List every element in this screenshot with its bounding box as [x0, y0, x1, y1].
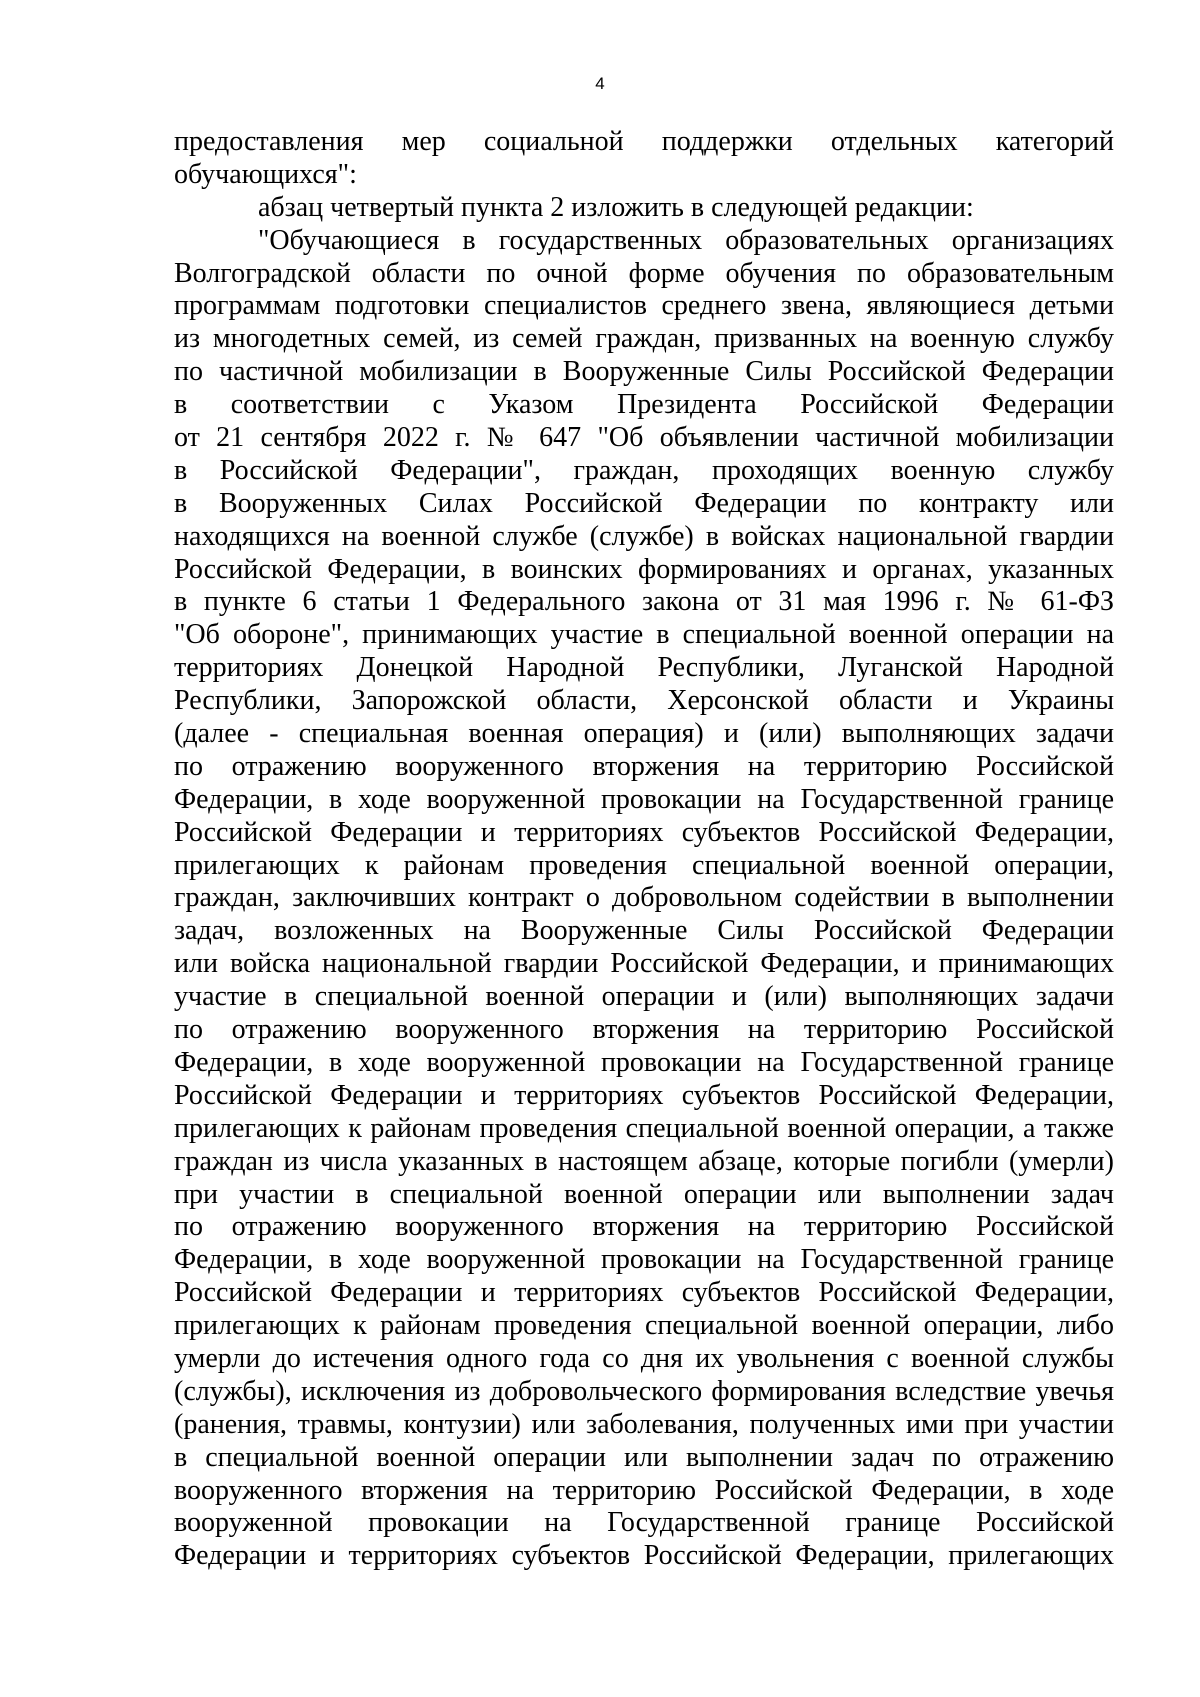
text-line: граждан из числа указанных в настоящем абзаце, которые погибли (умерли) — [174, 1145, 1114, 1177]
text-line: обучающихся": — [174, 158, 357, 190]
text-line: Российской Федерации и территориях субъектов Российской Федерации, — [174, 1079, 1114, 1111]
text-line: Российской Федерации, в воинских формированиях и органах, указанных — [174, 553, 1114, 585]
page-number: 4 — [595, 74, 605, 93]
text-line: граждан, заключивших контракт о добровольном содействии в выполнении — [174, 882, 1114, 914]
text-line: или войска национальной гвардии Российской Федерации, и принимающих — [174, 948, 1114, 980]
text-line: в пункте 6 статьи 1 Федерального закона от 31 мая 1996 г. № 61-ФЗ — [174, 586, 1114, 618]
text-line: от 21 сентября 2022 г. № 647 "Об объявлении частичной мобилизации — [174, 422, 1114, 454]
text-line: "Обучающиеся в государственных образовательных организациях — [258, 224, 1114, 256]
text-line: участие в специальной военной операции и (или) выполняющих задачи — [174, 981, 1114, 1013]
text-line: прилегающих к районам проведения специальной военной операции, а также — [174, 1112, 1114, 1144]
text-line: по отражению вооруженного вторжения на территорию Российской — [174, 1014, 1114, 1046]
text-line: в специальной военной операции или выполнении задач по отражению — [174, 1441, 1114, 1473]
text-line: вооруженного вторжения на территорию Российской Федерации, в ходе — [174, 1474, 1114, 1506]
text-line: задач, возложенных на Вооруженные Силы Российской Федерации — [174, 915, 1114, 947]
text-line: по частичной мобилизации в Вооруженные Силы Российской Федерации — [174, 356, 1114, 388]
text-line: умерли до истечения одного года со дня их увольнения с военной службы — [174, 1342, 1114, 1374]
text-line: (службы), исключения из добровольческого формирования вследствие увечья — [174, 1375, 1114, 1407]
text-line: в Российской Федерации", граждан, проходящих военную службу — [174, 454, 1114, 486]
text-line: абзац четвертый пункта 2 изложить в следующей редакции: — [258, 191, 974, 223]
text-line: Федерации, в ходе вооруженной провокации на Государственной границе — [174, 1046, 1114, 1078]
text-line: Волгоградской области по очной форме обучения по образовательным — [174, 257, 1114, 289]
text-line: из многодетных семей, из семей граждан, призванных на военную службу — [174, 323, 1114, 355]
text-line: "Об обороне", принимающих участие в специальной военной операции на — [174, 619, 1114, 651]
text-line: по отражению вооруженного вторжения на территорию Российской — [174, 750, 1114, 782]
text-line: прилегающих к районам проведения специальной военной операции, — [174, 849, 1114, 881]
text-line: находящихся на военной службе (службе) в войсках национальной гвардии — [174, 520, 1114, 552]
text-line: (далее - специальная военная операция) и (или) выполняющих задачи — [174, 718, 1114, 750]
text-line: предоставления мер социальной поддержки отдельных категорий — [174, 126, 1114, 157]
text-line: вооруженной провокации на Государственной границе Российской — [174, 1507, 1114, 1539]
text-line: Российской Федерации и территориях субъектов Российской Федерации, — [174, 1277, 1114, 1309]
text-line: в соответствии с Указом Президента Российской Федерации — [174, 389, 1114, 421]
text-line: по отражению вооруженного вторжения на территорию Российской — [174, 1211, 1114, 1243]
text-line: Российской Федерации и территориях субъектов Российской Федерации, — [174, 816, 1114, 848]
text-line: Федерации и территориях субъектов Российской Федерации, прилегающих — [174, 1540, 1114, 1572]
text-line: при участии в специальной военной операции или выполнении задач — [174, 1178, 1114, 1210]
text-line: Республики, Запорожской области, Херсонской области и Украины — [174, 685, 1114, 717]
text-line: территориях Донецкой Народной Республики, Луганской Народной — [174, 652, 1114, 684]
document-body — [174, 126, 1114, 1573]
text-line: (ранения, травмы, контузии) или заболевания, полученных ими при участии — [174, 1408, 1114, 1440]
text-line: Федерации, в ходе вооруженной провокации на Государственной границе — [174, 1244, 1114, 1276]
text-line: Федерации, в ходе вооруженной провокации на Государственной границе — [174, 783, 1114, 815]
text-line: прилегающих к районам проведения специальной военной операции, либо — [174, 1310, 1114, 1342]
text-line: в Вооруженных Силах Российской Федерации по контракту или — [174, 487, 1114, 519]
text-line: программам подготовки специалистов среднего звена, являющиеся детьми — [174, 290, 1114, 322]
